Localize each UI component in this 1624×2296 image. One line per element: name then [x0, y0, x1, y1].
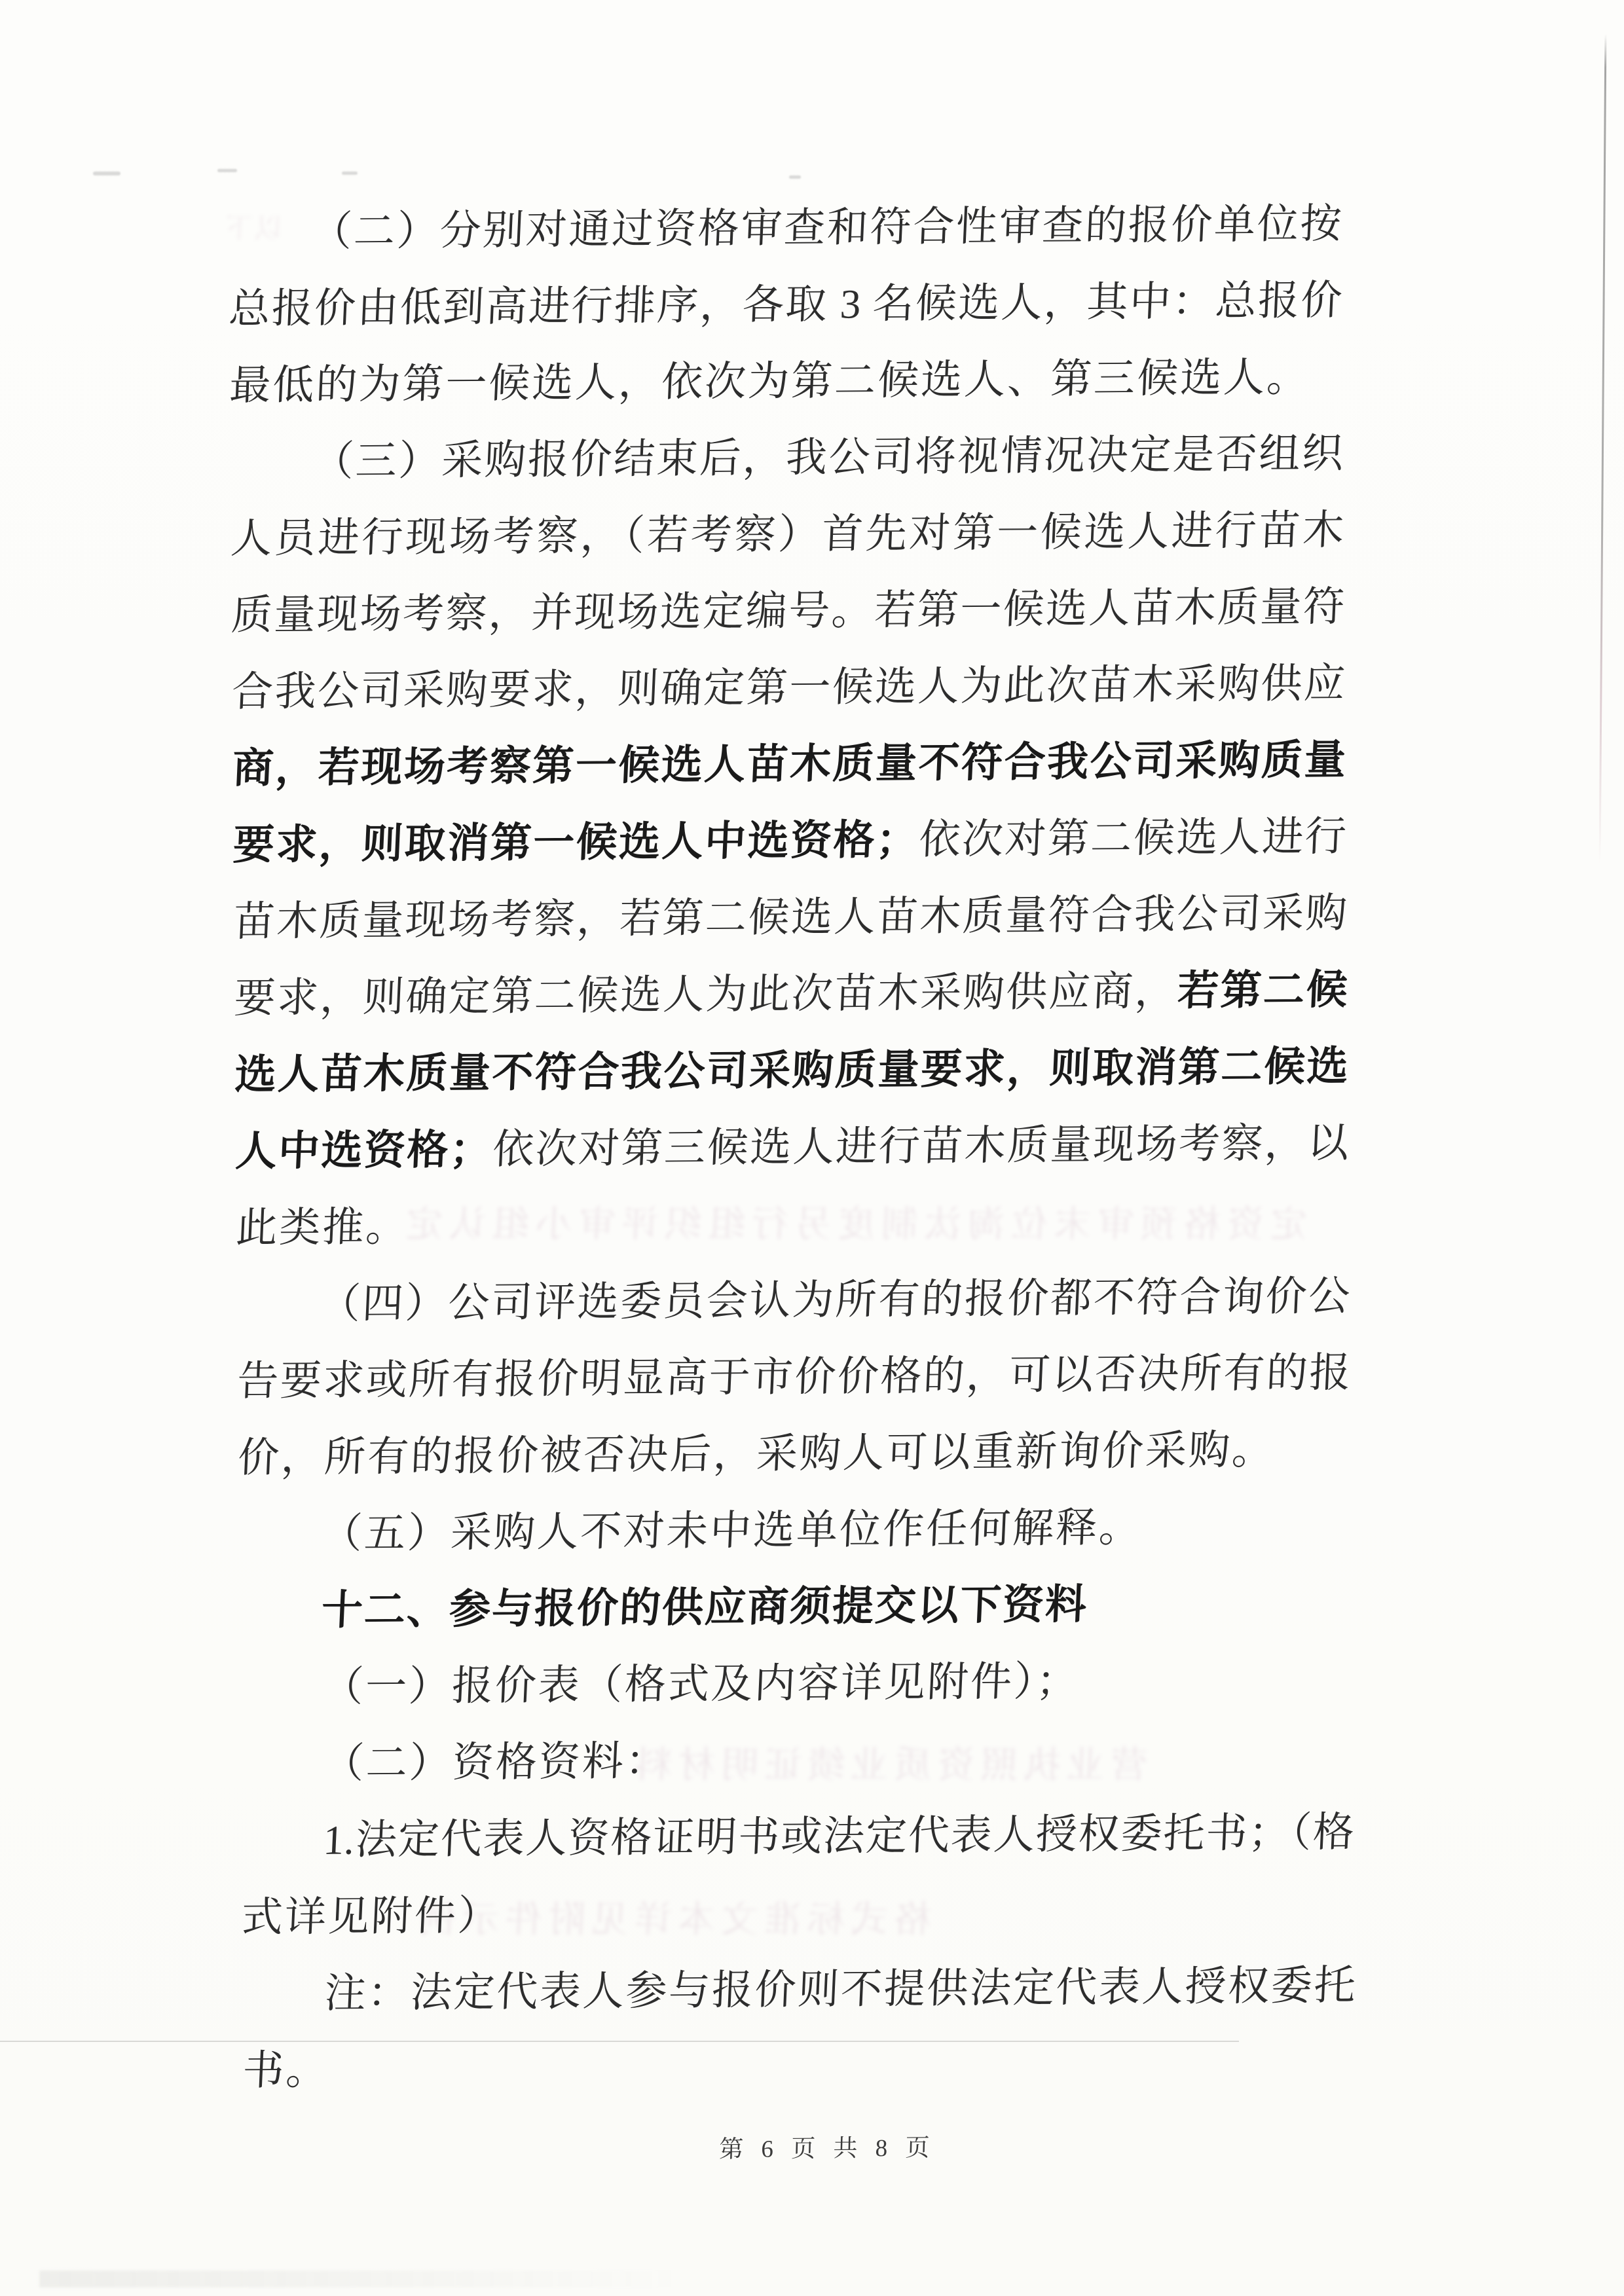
text-line: [227, 263, 1344, 348]
text-segment: 若第二候: [1176, 966, 1349, 1014]
text-line: [235, 1258, 1352, 1343]
text-segment: 告要求或所有报价明显高于市价价格的，可以否决所有的报: [236, 1349, 1352, 1404]
text-line: [228, 339, 1344, 424]
text-segment: 人中选资格；: [234, 1126, 492, 1175]
text-segment: （三）采购报价结束后，我公司将视情况决定是否组织: [311, 430, 1344, 484]
text-line: [239, 1795, 1356, 1880]
bleedthrough-artifact: 以下: [221, 214, 284, 244]
text-line: [234, 1182, 1351, 1267]
text-line: [229, 492, 1346, 577]
text-segment: 价，所有的报价被否决后，采购人可以重新询价采购。: [236, 1427, 1276, 1481]
text-segment: （二）分别对通过资格审查和符合性审查的报价单位按: [309, 200, 1343, 255]
text-segment: 十二、参与报价的供应商须提交以下资料: [320, 1581, 1089, 1633]
text-line: [230, 569, 1346, 654]
text-line: [237, 1488, 1354, 1573]
text-segment: 要求，则确定第二候选人为此次苗木采购供应商，: [233, 968, 1179, 1021]
text-segment: 质量现场考察，并现场选定编号。若第一候选人苗木质量符: [230, 583, 1346, 638]
text-segment: 要求，则取消第一候选人中选资格；: [232, 816, 919, 868]
text-line: [231, 722, 1347, 807]
bleedthrough-artifact: 格式标准文本详见附件示例: [411, 1900, 932, 1941]
bleedthrough-artifact: 营业执照资质业绩证明材料: [627, 1745, 1149, 1786]
text-segment: （二）资格资料：: [322, 1738, 670, 1787]
section-heading-line: [237, 1565, 1354, 1650]
text-segment: （五）采购人不对未中选单位作任何解释。: [320, 1504, 1143, 1557]
text-body: [226, 186, 1357, 2109]
text-segment: 苗木质量现场考察，若第二候选人苗木质量符合我公司采购: [232, 890, 1348, 945]
text-segment: 注：法定代表人参与报价则不提供法定代表人授权委托: [323, 1962, 1357, 2016]
text-line: [236, 1335, 1352, 1420]
text-line: [234, 1105, 1350, 1190]
text-line: [241, 2024, 1357, 2109]
text-segment: 总报价由低到高进行排序，各取 3 名候选人，其中：总报价: [227, 277, 1343, 332]
text-line: [227, 186, 1343, 271]
text-segment: （四）公司评选委员会认为所有的报价都不符合询价公: [318, 1273, 1351, 1327]
text-segment: 选人苗木质量不符合我公司采购质量要求，则取消第二候选: [234, 1043, 1350, 1098]
text-segment: 合我公司采购要求，则确定第一候选人为此次苗木采购供应: [231, 660, 1346, 715]
text-segment: 式详见附件）: [240, 1892, 502, 1941]
text-line: [238, 1641, 1354, 1726]
text-segment: 1.法定代表人资格证明书或法定代表人授权委托书；（格: [322, 1809, 1356, 1863]
text-line: [229, 416, 1345, 501]
text-line: [238, 1718, 1355, 1803]
bleedthrough-artifact: 定资格预审末位淘汰制度另行组织评审小组认定: [398, 1205, 1308, 1245]
text-line: [231, 799, 1348, 884]
text-segment: 最低的为第一候选人，依次为第二候选人、第三候选人。: [228, 354, 1311, 409]
text-segment: 人员进行现场考察，（若考察）首先对第一候选人进行苗木: [229, 507, 1345, 562]
text-line: [240, 1948, 1357, 2033]
text-line: [232, 952, 1349, 1037]
page-number-footer: 第 6 页 共 8 页: [718, 2134, 936, 2164]
text-segment: 商，若现场考察第一候选人苗木质量不符合我公司采购质量: [231, 737, 1347, 792]
text-segment: 书。: [242, 2047, 331, 2094]
text-segment: 此类推。: [234, 1203, 411, 1251]
text-segment: 依次对第二候选人进行: [916, 813, 1348, 863]
text-line: [232, 875, 1348, 960]
text-segment: （一）报价表（格式及内容详见附件）；: [321, 1658, 1081, 1710]
text-line: [230, 646, 1346, 731]
text-segment: 依次对第三候选人进行苗木质量现场考察，以: [490, 1120, 1350, 1173]
text-line: [233, 1029, 1350, 1114]
text-line: [240, 1871, 1356, 1956]
text-line: [236, 1412, 1353, 1497]
